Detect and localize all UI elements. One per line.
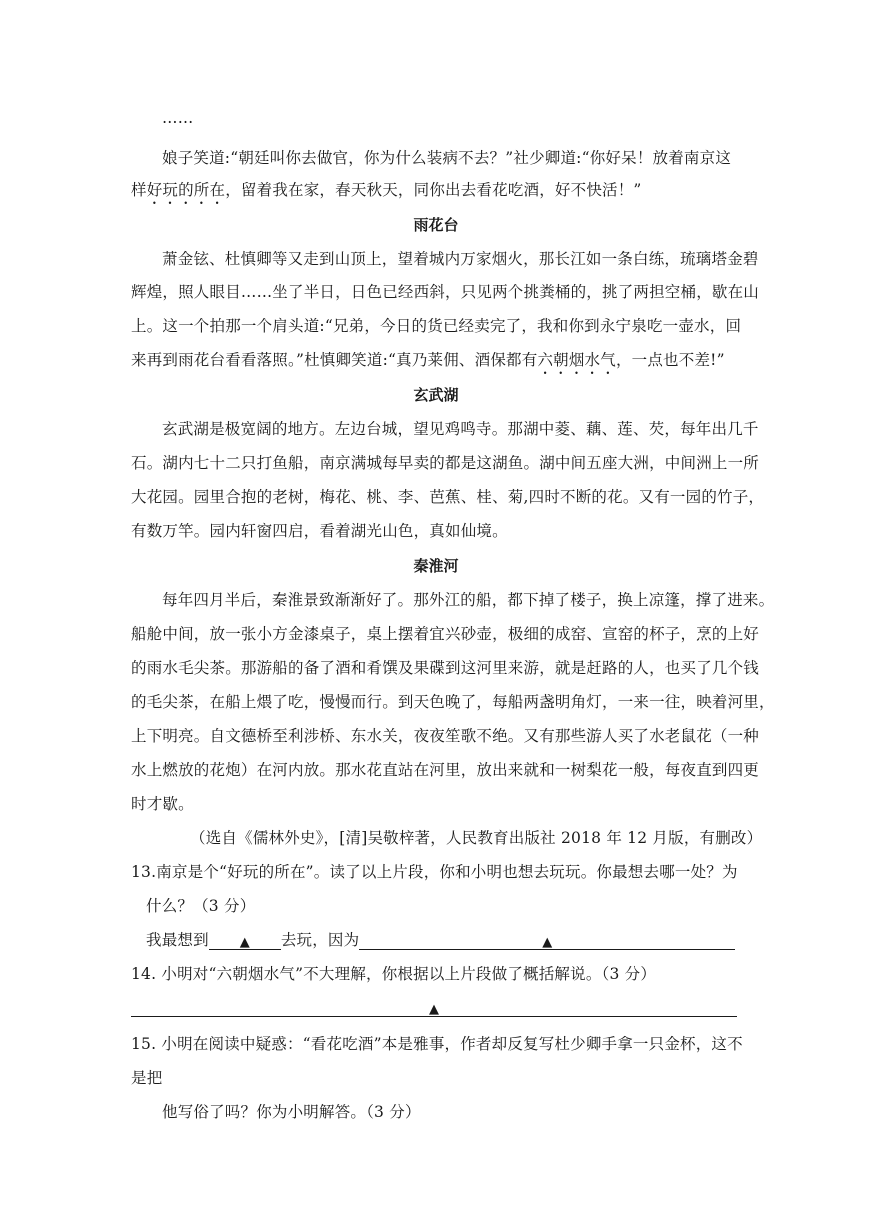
- qinhuaihe-line-5: 上下明亮。自文德桥至利涉桥、东水关，夜夜笙歌不绝。又有那些游人买了水老鼠花（一种: [131, 727, 760, 745]
- question-13-answer-line: [146, 930, 738, 950]
- question-15-line-3: 他写俗了吗？你为小明解答。（3 分）: [162, 1103, 421, 1121]
- yuhuatai-line-1: 萧金铉、杜慎卿等又走到山顶上，望着城内万家烟火，那长江如一条白练，琉璃塔金碧: [162, 250, 759, 268]
- heading-qinhuaihe: 秦淮河: [413, 557, 459, 575]
- yuhuatai-line-4-post: ，一点也不差!”: [615, 351, 725, 369]
- q13-place-blank[interactable]: [209, 931, 281, 950]
- xuanwuhu-line-2: 石。湖内七十二只打鱼船，南京满城每早卖的都是这湖鱼。湖中间五座大洲，中间洲上一所: [131, 454, 760, 472]
- q13-reason-blank[interactable]: [359, 931, 735, 950]
- xuanwuhu-line-1: 玄武湖是极宽阔的地方。左边台城，望见鸡鸣寺。那湖中菱、藕、莲、芡，每年出几千: [162, 420, 759, 438]
- qinhuaihe-line-3: 的雨水毛尖茶。那游船的备了酒和肴馔及果碟到这河里来游，就是赶路的人，也买了几个钱: [131, 659, 760, 677]
- q13-answer-middle: 去玩，因为: [280, 931, 360, 949]
- question-13-line-1: 13.南京是个“好玩的所在”。读了以上片段，你和小明也想去玩玩。你最想去哪一处？为: [131, 863, 738, 881]
- q14-answer-blank[interactable]: [131, 998, 737, 1017]
- intro-line-2-pre: 样: [131, 181, 147, 199]
- triangle-marker-icon: ▲: [542, 935, 553, 950]
- question-15-line-1: 15. 小明在阅读中疑惑：“看花吃酒”本是雅事，作者却反复写杜少卿手拿一只金杯，这不: [131, 1035, 743, 1053]
- ellipsis-line: ……: [162, 109, 194, 127]
- heading-yuhuatai: 雨花台: [413, 216, 459, 234]
- intro-line-2: [131, 180, 741, 208]
- question-13-line-2: 什么？（3 分）: [146, 897, 256, 915]
- dotted-phrase-haowan: 好玩的所在: [146, 181, 226, 199]
- triangle-marker-icon: ▲: [239, 935, 250, 950]
- qinhuaihe-line-1: 每年四月半后，秦淮景致渐渐好了。那外江的船，都下掉了楼子，换上凉篷，撑了进来。: [162, 591, 775, 609]
- source-note: （选自《儒林外史》，[清]吴敬梓著，人民教育出版社 2018 年 12 月版，有删改）: [190, 829, 763, 847]
- qinhuaihe-line-7: 时才歇。: [131, 795, 194, 813]
- intro-line-1: 娘子笑道:“朝廷叫你去做官，你为什么装病不去？”社少卿道:“你好呆！放着南京这: [162, 149, 732, 167]
- triangle-marker-icon: ▲: [429, 1002, 439, 1017]
- dotted-phrase-liuchao: 六朝烟水气: [537, 351, 616, 369]
- question-14: 14. 小明对“六朝烟水气”不大理解，你根据以上片段做了概括解说。（3 分）: [131, 965, 657, 983]
- yuhuatai-line-4: [131, 350, 741, 378]
- yuhuatai-line-4-pre: 来再到雨花台看看落照。”杜慎卿笑道:“真乃莱佣、酒保都有: [131, 351, 538, 369]
- q13-answer-prefix: 我最想到: [146, 931, 209, 949]
- yuhuatai-line-2: 辉煌，照人眼目……坐了半日，日色已经西斜，只见两个挑粪桶的，挑了两担空桶，歇在山: [131, 283, 760, 301]
- intro-line-2-post: ，留着我在家，春天秋天，同你出去看花吃酒，好不快活！”: [225, 181, 642, 199]
- qinhuaihe-line-6: 水上燃放的花炮）在河内放。那水花直站在河里，放出来就和一树梨花一般，每夜直到四更: [131, 761, 760, 779]
- qinhuaihe-line-4: 的毛尖茶，在船上煨了吃，慢慢而行。到天色晚了，每船两盏明角灯，一来一往，映着河里，: [131, 693, 775, 711]
- qinhuaihe-line-2: 船舱中间，放一张小方金漆桌子，桌上摆着宜兴砂壶，极细的成窑、宣窑的杯子，烹的上好: [131, 625, 760, 643]
- question-15-line-2: 是把: [131, 1069, 163, 1087]
- heading-xuanwuhu: 玄武湖: [413, 386, 459, 404]
- xuanwuhu-line-3: 大花园。园里合抱的老树，梅花、桃、李、芭蕉、桂、菊,四时不断的花。又有一园的竹子，: [131, 488, 765, 506]
- yuhuatai-line-3: 上。这一个拍那一个肩头道:“兄弟，今日的货已经卖完了，我和你到永宁泉吃一壶水，回: [131, 317, 742, 335]
- xuanwuhu-line-4: 有数万竿。园内轩窗四启，看着湖光山色，真如仙境。: [131, 522, 508, 540]
